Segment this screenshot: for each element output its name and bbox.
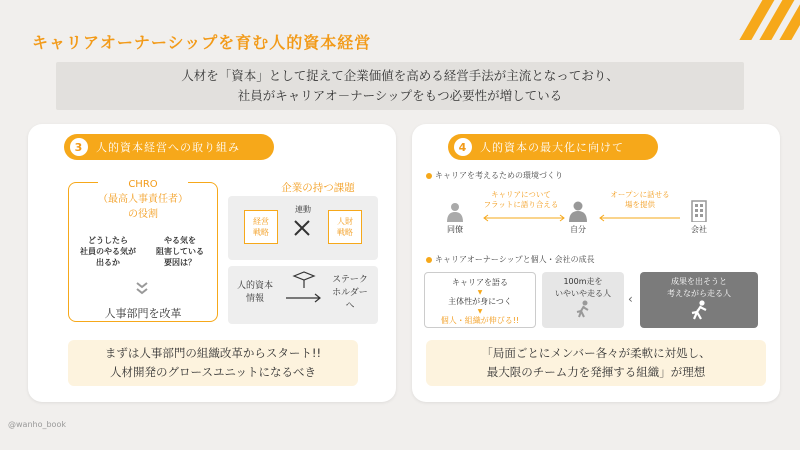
self-label: 自分: [570, 225, 586, 234]
human-capital-strategy-box: [328, 210, 362, 244]
left-summary-line: 人材開発のグロースユニットになるべき: [110, 365, 316, 379]
right-summary: [426, 340, 766, 386]
cross-icon: [292, 218, 312, 242]
bullet-growth: [426, 254, 595, 265]
open-line: オープンに話せる: [610, 190, 670, 199]
chro-role-box: [68, 179, 218, 322]
reform-hr-department: 人事部門を改革: [104, 307, 182, 320]
left-summary: [68, 340, 358, 386]
panel-maximize-capital: [412, 124, 780, 402]
thinking-runner-box: [640, 272, 758, 328]
colleague-person-icon: [446, 202, 464, 226]
flat-talk-label: [476, 190, 566, 210]
company-label: 会社: [691, 225, 707, 234]
box2-line: 戦略: [337, 228, 353, 237]
info-line: 人的資本: [236, 281, 273, 291]
runner-icon: [573, 300, 593, 318]
strategy-box: [228, 196, 378, 260]
flat-line: フラットに語り合える: [483, 200, 559, 209]
intro-line-1: 人材を「資本」として捉えて企業価値を高める経営手法が主流となっており、: [181, 68, 619, 83]
bullet-environment: [426, 170, 563, 181]
q2-line: 阻害している: [156, 247, 204, 256]
q1-line: 社員のやる気が: [80, 247, 136, 256]
box1-line: キャリアを語る: [452, 278, 508, 287]
section-number: 3: [70, 138, 88, 156]
section-header-4: [448, 134, 658, 160]
issues-title: 企業の持つ課題: [281, 182, 355, 194]
author-credit: @wanho_book: [8, 420, 66, 429]
section-number: 4: [454, 138, 472, 156]
left-summary-line: まずは人事部門の組織改革からスタート!!: [104, 346, 322, 360]
box2-line: 人財: [337, 217, 353, 226]
stake-line: へ: [345, 301, 355, 311]
double-arrow-icon: [482, 214, 566, 222]
flat-line: キャリアについて: [491, 190, 551, 199]
chevron-down-icon: [135, 281, 149, 297]
box1-line: 経営: [253, 217, 269, 226]
disclosure-box: [228, 266, 378, 324]
q1-line: どうしたら: [88, 236, 128, 245]
building-icon: [690, 200, 708, 226]
chro-title-line3: の役割: [98, 207, 188, 222]
section-growth-label: キャリアオーナーシップと個人・会社の成長: [435, 255, 595, 264]
box2-line: 100m走を: [563, 277, 603, 286]
chro-title-line1: CHRO: [98, 177, 188, 192]
box1-line: 戦略: [253, 228, 269, 237]
info-line: 情報: [245, 294, 264, 304]
slide-title: キャリアオーナーシップを育む人的資本経営: [32, 33, 372, 52]
chro-title-line2: （最高人事責任者）: [98, 194, 188, 205]
box1-line: 主体性が身につく: [448, 297, 512, 306]
intro-banner: [56, 62, 744, 110]
less-than-icon: ‹: [628, 292, 633, 306]
open-place-label: [598, 190, 682, 210]
box3-line: 成果を出そうと: [671, 277, 727, 286]
box3-line: 考えながら走る人: [667, 289, 731, 298]
box1-line: 個人・組織が伸びる!!: [440, 316, 520, 325]
right-summary-line: 「局面ごとにメンバー各々が柔軟に対処し、: [481, 346, 711, 360]
intro-line-2: 社員がキャリアオ－ナーシップをもつ必要性が増している: [237, 88, 563, 103]
box2-line: いやいや走る人: [555, 289, 611, 298]
corner-stripes: [720, 0, 800, 40]
right-summary-line: 最大限のチーム力を発揮する組織」が理想: [486, 365, 706, 379]
section-header-3: [64, 134, 274, 160]
open-line: 場を提供: [625, 200, 655, 209]
flow-arrow-icon: [284, 270, 324, 314]
self-person-icon: [568, 200, 588, 226]
stakeholders-label: [324, 274, 376, 313]
question-obstacles: [145, 235, 215, 268]
q2-line: 要因は？: [164, 258, 196, 267]
chro-title: [69, 177, 217, 222]
section-environment-label: キャリアを考えるための環境づくり: [435, 171, 563, 180]
section-heading: 人的資本経営への取り組み: [96, 141, 240, 154]
stake-line: ホルダー: [332, 288, 368, 298]
runner-icon: [688, 300, 710, 320]
reluctant-runner-box: [542, 272, 624, 328]
section-heading: 人的資本の最大化に向けて: [480, 141, 624, 154]
management-strategy-box: [244, 210, 278, 244]
q1-line: 出るか: [96, 258, 120, 267]
link-label: 連動: [295, 205, 311, 214]
career-talk-box: キャリアを語る ▼ 主体性が身につく ▼ 個人・組織が伸びる!!: [424, 272, 536, 328]
left-arrow-icon: [598, 214, 682, 222]
colleague-label: 同僚: [447, 225, 463, 234]
question-motivation: [71, 235, 145, 268]
q2-line: やる気を: [164, 236, 196, 245]
human-capital-info: [232, 280, 278, 306]
panel-hr-initiatives: [28, 124, 396, 402]
stake-line: ステーク: [332, 275, 368, 285]
